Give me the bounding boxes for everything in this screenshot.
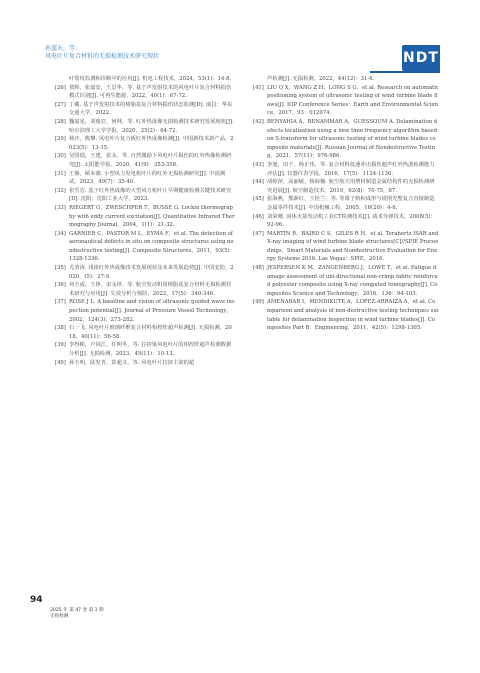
reference-number: [40]: [55, 359, 66, 366]
reference-number: [30]: [55, 153, 66, 160]
reference-entry: [253, 230, 439, 264]
page-header: [45, 45, 440, 73]
reference-number: [43]: [253, 161, 264, 168]
reference-entry: [55, 359, 235, 368]
journal-info: [50, 608, 104, 620]
reference-entry: [55, 264, 235, 281]
reference-entry: [55, 281, 235, 298]
reference-entry: [55, 187, 235, 204]
reference-continuation: 声检测[J]. 无损检测，2022，44(12)：31-6.: [267, 76, 375, 82]
journal-issue: 2025 年 第 47 卷 第 1 期: [50, 608, 104, 613]
header-divider: [370, 71, 440, 73]
header-title: 风电叶片复合材料的无损检测技术研究现状: [45, 52, 160, 60]
reference-text: 刘荣珊. 固体火箭发动机工业CT检测技术[J]. 战术导弹技术，2008(5)：92-96.: [267, 213, 436, 229]
journal-name: 无损检测: [50, 614, 69, 619]
reference-entry: [253, 84, 439, 118]
reference-entry: [253, 213, 439, 230]
reference-text: 孙玉明，陆发青，彭超义，等. 风电叶片拉挤主梁的超: [69, 359, 195, 366]
reference-number: [36]: [55, 282, 66, 289]
reference-entry: [55, 324, 235, 341]
reference-number: [41]: [253, 84, 264, 91]
reference-entry: [55, 204, 235, 230]
reference-number: [46]: [253, 213, 264, 220]
reference-number: [32]: [55, 187, 66, 194]
reference-number: [35]: [55, 265, 66, 272]
page-number: 94: [30, 595, 43, 605]
reference-continuation: 叶裂纹监测和诊断中的应用[J]. 机电工程技术，2024，53(1)：14-8.: [69, 76, 232, 82]
reference-number: [45]: [253, 196, 264, 203]
reference-entry: [55, 341, 235, 358]
reference-entry: [253, 298, 439, 332]
reference-entry: [55, 298, 235, 324]
page-footer: [30, 595, 180, 619]
reference-number: [37]: [55, 299, 66, 306]
reference-text: 石一飞. 风电叶片玻璃纤维复合材料相控阵超声检测[J]. 无损检测，2018，40(11)：56-58.: [69, 325, 232, 340]
reference-text: 尤清涛. 浅谈红外热成像技术发展现状及未来发展趋势[J]. 中国安防，2020，(5)：27-9.: [69, 265, 234, 280]
reference-number: [34]: [55, 230, 66, 237]
reference-text: BENYAHIA A，BENAMMAR A，GUESSOUM A. Delamination defects localization using a new time frequency algorithm based on S-transform for ultrasonic testing of wind turbine blades composite materials[J]. Russian Journal of Nondestructive Testing，2021，57(11)：976-986.: [267, 118, 438, 160]
reference-text: 张雪岩. 基于红外热成像的大型风力机叶片早期健康检测关键技术研究[D]. 沈阳：沈阳工业大学，2023.: [69, 187, 232, 203]
reference-entry: [253, 118, 439, 161]
reference-number: [31]: [55, 170, 66, 177]
reference-text: 何方成，王铮，宋永铎，等. 航空发动机用树脂基复合材料无损检测技术研究与应用[J]. 失效分析与预防，2022，17(5)：340-346.: [69, 282, 232, 297]
reference-number: [27]: [55, 101, 66, 108]
reference-entry: [55, 170, 235, 187]
journal-logo: NDT: [402, 45, 440, 71]
reference-entry: [55, 135, 235, 152]
references-right-column: [253, 75, 439, 333]
reference-number: [33]: [55, 204, 66, 211]
reference-text: 胡婷萍，高丽敏，杨海楠. 航空航天用增材制造金属结构件的无损检测研究进展[J]. 航空制造技术，2019，62(8)：70-75，87.: [267, 179, 435, 194]
reference-entry: [55, 230, 235, 264]
reference-text: 王薇，顾未薇. 小型风力发电机叶片的红外无损检测研究[J]. 中国测试，2023，49(7)：35-40.: [69, 170, 226, 186]
reference-entry: [253, 264, 439, 298]
reference-text: 丁藏. 基于声发射技术的树脂基复合材料损伤状态监测[D]. 南昌：华东交通大学，2022.: [69, 101, 233, 117]
reference-number: [26]: [55, 84, 66, 91]
reference-text: 吴国瑞，王建，张永，等. 自然激励下风电叶片损伤的红外热像检测研究[J]. 太阳能学报，2020，41(9)：353-358.: [69, 153, 232, 168]
header-authors: 孙蓝天，等：: [45, 45, 82, 52]
reference-text: AMENABAR I，MENDIKUTE A，LOPEZ-ARRAIZA A，et al. Comparison and analysis of non-destructive testing techniques suitable for delamination inspection in wind turbine blades[J]. Composites Part B：Engineering，2011，42(5)：1298-1305.: [267, 299, 439, 332]
reference-text: JESPERSEN K M，ZANGENBERG J，LOWE T，et al. Fatigue damage assessment of uni-directional non-crimp fabric reinforced polyester composite using X-ray computed tomography[J]. Composites Science and Technology，2016，136：94-103.: [267, 265, 438, 297]
references-left-column: [55, 75, 235, 367]
reference-number: [49]: [253, 299, 264, 306]
reference-text: MARTIN R，BAIRD C S，GILES R H，et al. Terahertz ISAR and X-ray imaging of wind turbine blade structures[C]//SPIE Proceedings，Smart Materials and Nondestructive Evaluation for Energy Systems 2016. Las Vegas：SPIE，2016.: [267, 230, 439, 263]
reference-entry: [253, 195, 439, 212]
reference-entry: [253, 178, 439, 195]
reference-entry: [253, 161, 439, 178]
reference-number: [42]: [253, 118, 264, 125]
reference-text: 张海燕，熊新红，王桂兰，等. 等离子熔积成形与铣削光整复合直接制造金属零件技术[J]. 中国机械工程，2005，16(20)：4-6.: [267, 196, 435, 211]
reference-entry: [55, 152, 235, 169]
reference-text: ROSE J L. A baseline and vision of ultrasonic guided wave inspection potential[J]. Journal of Pressure Vessel Technology，2002，124(3)：273-282.: [69, 299, 235, 323]
reference-entry: [55, 118, 235, 135]
reference-text: 贾辉，张嘉安，王景华，等. 基于声发射技术的风电叶片复合材料损伤模式识别[J]. 可再生能源，2022，40(1)：67-72.: [69, 84, 232, 100]
reference-number: [39]: [55, 342, 66, 349]
reference-entry: [55, 84, 235, 101]
reference-text: 李旭，田干，杨正伟，等. 复合材料低速冲击损伤超声红外热波检测能力评估[J]. 仪器仪表学报，2016，17(5)：1124-1130.: [267, 161, 435, 177]
reference-entry: [55, 101, 235, 118]
reference-text: 杨庆，熊攀. 风电叶片复合板红外热成像检测[J]. 中国新技术新产品，2023(5)：13-15.: [69, 136, 234, 151]
reference-text: 李得彬，卢同江，任明冬，等. 拉挤梁风电叶片的相控阵超声检测数据分析[J]. 无损检测，2023，45(11)：10-13.: [69, 342, 232, 357]
reference-text: RIEGERT G，ZWESCHPER T，BUSSE G. Lockin thermography with eddy current excitation[J]. Quantitative Infrared Thermography Journal，2004，1(1)：21-32.: [69, 204, 235, 229]
reference-number: [48]: [253, 265, 264, 272]
reference-text: LIU Q X，WANG Z H，LONG S G，et al. Research on automatic positioning system of ultrasonic testing of wind turbine blade flaws[J]. IOP Conference Series：Earth and Environmental Science，2017，93：012074.: [267, 84, 439, 117]
reference-number: [38]: [55, 325, 66, 332]
reference-number: [28]: [55, 118, 66, 125]
reference-text: 魏嘉星，刘俊岩，何林，等. 红外热成像无损检测技术研究发展现状[J]. 哈尔滨理工大学学报，2020，25(2)：64-72.: [69, 118, 234, 134]
reference-text: GARNIER C，PASTOR M L，EYMA F，et al. The detection of aeronautical defects in situ on composite structures using nondestructive testing[J]. Composite Structures，2011，93(5)：1328-1336.: [69, 230, 235, 263]
reference-number: [47]: [253, 230, 264, 237]
reference-number: [29]: [55, 136, 66, 143]
reference-number: [44]: [253, 179, 264, 186]
